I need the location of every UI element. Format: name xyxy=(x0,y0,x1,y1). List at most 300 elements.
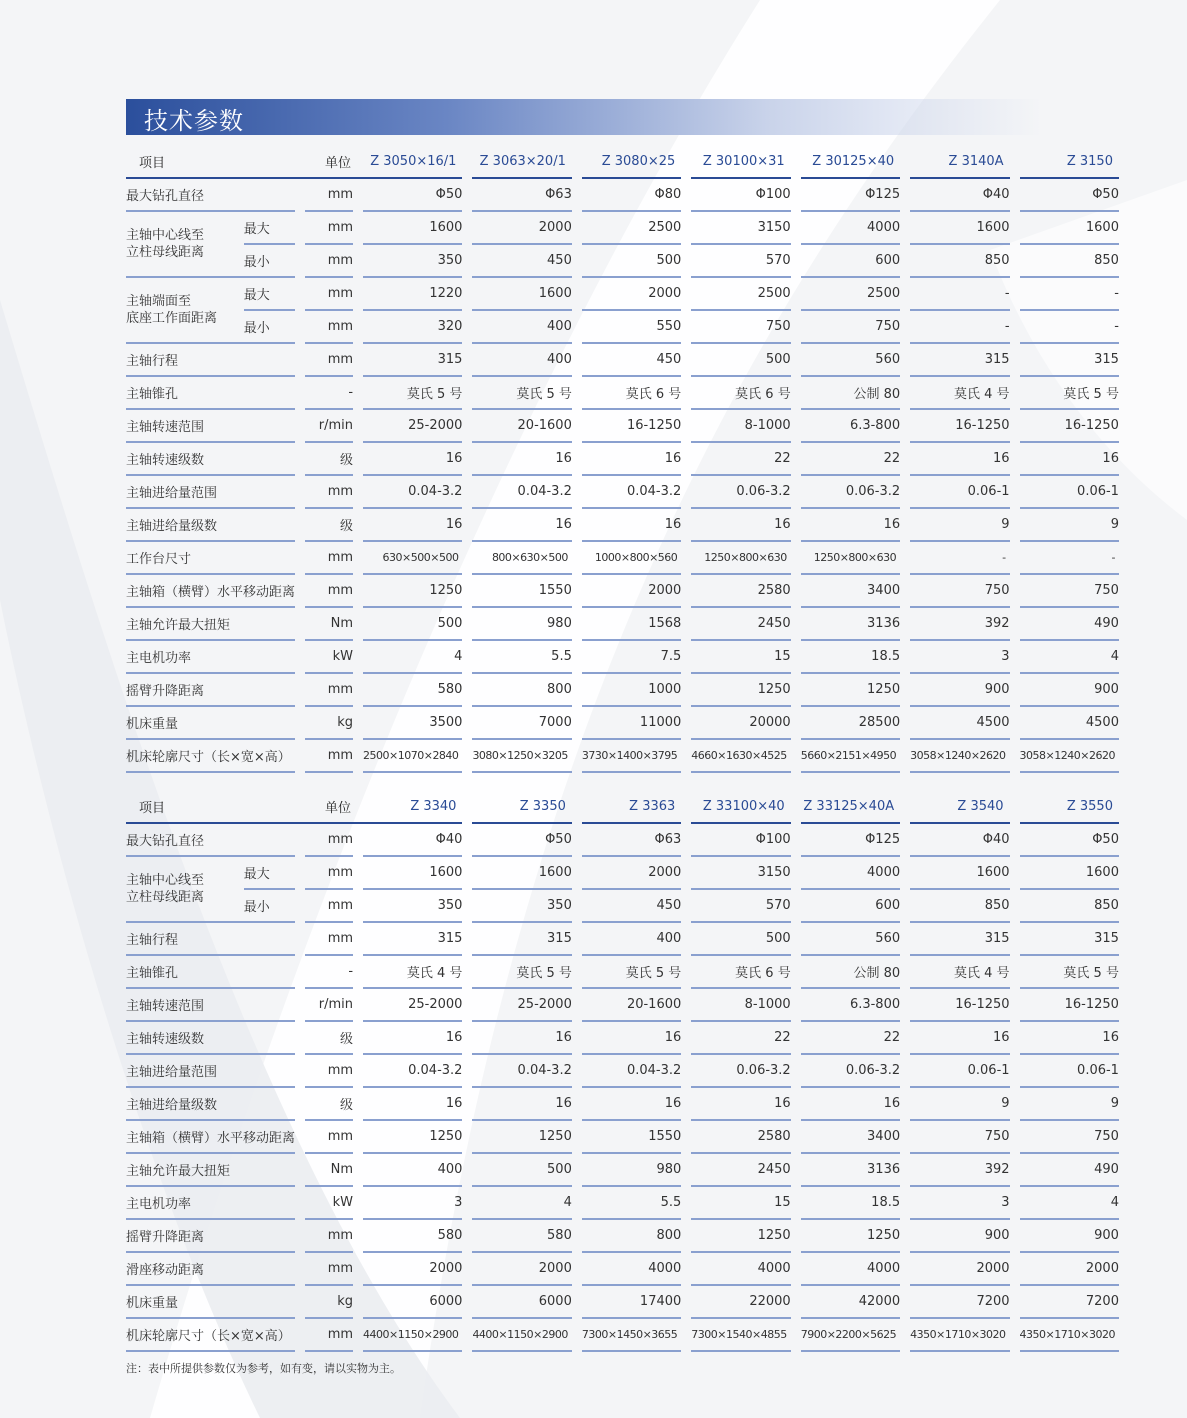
row-unit: r/min xyxy=(305,989,353,1022)
table-row xyxy=(126,179,1119,212)
spec-value: 16-1250 xyxy=(910,410,1009,443)
row-unit: mm xyxy=(305,542,353,575)
row-unit: kW xyxy=(305,1187,353,1220)
spec-value: 392 xyxy=(910,1154,1009,1187)
spec-value: 400 xyxy=(363,1154,462,1187)
spec-value: 5.5 xyxy=(472,641,571,674)
spec-value: 7300×1540×4855 xyxy=(691,1319,790,1352)
spec-value: 1600 xyxy=(363,857,462,890)
row-label: 机床轮廓尺寸（长×宽×高） xyxy=(126,1319,295,1352)
spec-value: 0.04-3.2 xyxy=(472,476,571,509)
spec-value: 1250 xyxy=(691,674,790,707)
spec-value: 7300×1450×3655 xyxy=(582,1319,681,1352)
row-unit: mm xyxy=(305,212,353,245)
spec-value: 20000 xyxy=(691,707,790,740)
spec-value: 320 xyxy=(363,311,462,344)
table-row xyxy=(126,1286,1119,1319)
spec-value: 16 xyxy=(801,1088,900,1121)
spec-value: 2000 xyxy=(582,857,681,890)
spec-value: 560 xyxy=(801,923,900,956)
spec-value: 16 xyxy=(363,509,462,542)
spec-value: 20-1600 xyxy=(582,989,681,1022)
spec-value: 4 xyxy=(363,641,462,674)
row-label: 最大钻孔直径 xyxy=(126,179,295,212)
spec-value: 3136 xyxy=(801,1154,900,1187)
model-header: Z 3050×16/1 xyxy=(363,146,462,179)
spec-value: 16 xyxy=(1020,1022,1119,1055)
row-unit: mm xyxy=(305,179,353,212)
spec-value: 1600 xyxy=(363,212,462,245)
row-unit: mm xyxy=(305,344,353,377)
spec-value: 16 xyxy=(472,509,571,542)
row-label: 主轴进给量级数 xyxy=(126,509,295,542)
spec-value: 560 xyxy=(801,344,900,377)
row-unit: mm xyxy=(305,857,353,890)
spec-value: 莫氏 5 号 xyxy=(472,377,571,410)
spec-value: 莫氏 4 号 xyxy=(363,956,462,989)
spec-value: 0.04-3.2 xyxy=(363,476,462,509)
spec-value: 16 xyxy=(1020,443,1119,476)
spec-value: 1250 xyxy=(801,1220,900,1253)
spec-value: 4000 xyxy=(801,212,900,245)
spec-value: 3 xyxy=(910,1187,1009,1220)
spec-value: 1250 xyxy=(691,1220,790,1253)
spec-value: 0.06-3.2 xyxy=(801,1055,900,1088)
spec-value: 0.06-1 xyxy=(1020,1055,1119,1088)
spec-value: 7200 xyxy=(1020,1286,1119,1319)
row-label: 工作台尺寸 xyxy=(126,542,295,575)
spec-value: 16-1250 xyxy=(910,989,1009,1022)
spec-value: 6.3-800 xyxy=(801,989,900,1022)
spec-value: 16 xyxy=(582,509,681,542)
spec-value: 315 xyxy=(1020,344,1119,377)
row-unit: mm xyxy=(305,674,353,707)
spec-value: 315 xyxy=(472,923,571,956)
row-label: 主电机功率 xyxy=(126,641,295,674)
table-row xyxy=(126,707,1119,740)
spec-value: 2000 xyxy=(472,1253,571,1286)
row-unit: kW xyxy=(305,641,353,674)
spec-value: 莫氏 6 号 xyxy=(582,377,681,410)
spec-value: 750 xyxy=(1020,575,1119,608)
spec-value: 1250 xyxy=(801,674,900,707)
table-row xyxy=(126,575,1119,608)
spec-value: 450 xyxy=(582,344,681,377)
spec-value: 500 xyxy=(582,245,681,278)
model-header: Z 3150 xyxy=(1020,146,1119,179)
spec-value: 4 xyxy=(1020,641,1119,674)
spec-value: 28500 xyxy=(801,707,900,740)
spec-value: 2580 xyxy=(691,575,790,608)
table-row xyxy=(126,956,1119,989)
spec-value: 315 xyxy=(1020,923,1119,956)
spec-value: 4000 xyxy=(691,1253,790,1286)
spec-value: - xyxy=(910,278,1009,311)
row-unit: mm xyxy=(305,824,353,857)
spec-value: - xyxy=(910,542,1009,575)
model-header: Z 3350 xyxy=(472,791,571,824)
group-label-line: 立柱母线距离 xyxy=(126,890,205,905)
spec-value: 16 xyxy=(691,509,790,542)
spec-value: 315 xyxy=(363,923,462,956)
table-row xyxy=(126,989,1119,1022)
spec-value: 4350×1710×3020 xyxy=(1020,1319,1119,1352)
row-sub-label: 最大 xyxy=(244,212,295,245)
spec-value: 3080×1250×3205 xyxy=(472,740,571,773)
spec-value: 16-1250 xyxy=(1020,410,1119,443)
model-header: Z 3340 xyxy=(363,791,462,824)
row-label: 主轴转速范围 xyxy=(126,410,295,443)
row-sub-label: 最小 xyxy=(244,890,295,923)
spec-value: 500 xyxy=(472,1154,571,1187)
row-group-label xyxy=(126,278,244,344)
spec-value: 1250 xyxy=(363,1121,462,1154)
spec-value: Φ125 xyxy=(801,824,900,857)
row-label: 主轴进给量级数 xyxy=(126,1088,295,1121)
table-row xyxy=(126,311,1119,344)
spec-value: 25-2000 xyxy=(363,989,462,1022)
spec-value: 1600 xyxy=(472,857,571,890)
spec-value: Φ40 xyxy=(363,824,462,857)
spec-value: Φ100 xyxy=(691,179,790,212)
spec-value: 2500 xyxy=(801,278,900,311)
model-header: Z 3063×20/1 xyxy=(472,146,571,179)
group-label-line: 主轴中心线至 xyxy=(126,228,205,243)
spec-value: 9 xyxy=(1020,509,1119,542)
spec-value: 5.5 xyxy=(582,1187,681,1220)
spec-value: 3150 xyxy=(691,857,790,890)
spec-value: Φ100 xyxy=(691,824,790,857)
spec-value: 450 xyxy=(472,245,571,278)
spec-value: 16 xyxy=(582,1022,681,1055)
spec-value: 1600 xyxy=(1020,212,1119,245)
spec-value: 850 xyxy=(910,890,1009,923)
spec-value: 16 xyxy=(472,1088,571,1121)
spec-value: 350 xyxy=(363,245,462,278)
spec-value: 2000 xyxy=(910,1253,1009,1286)
table-row xyxy=(126,410,1119,443)
spec-value: 1568 xyxy=(582,608,681,641)
row-unit: 级 xyxy=(305,509,353,542)
table-row xyxy=(126,245,1119,278)
spec-table-2 xyxy=(126,791,1119,1352)
spec-value: 18.5 xyxy=(801,641,900,674)
row-unit: mm xyxy=(305,311,353,344)
table-row xyxy=(126,890,1119,923)
spec-value: Φ50 xyxy=(472,824,571,857)
table-row xyxy=(126,1022,1119,1055)
spec-value: 1550 xyxy=(582,1121,681,1154)
spec-value: 16-1250 xyxy=(582,410,681,443)
spec-value: 4 xyxy=(472,1187,571,1220)
spec-value: 2580 xyxy=(691,1121,790,1154)
group-label-line: 立柱母线距离 xyxy=(126,245,205,260)
spec-value: 16 xyxy=(582,443,681,476)
row-unit: mm xyxy=(305,923,353,956)
spec-value: 450 xyxy=(582,890,681,923)
row-unit: Nm xyxy=(305,608,353,641)
row-label: 主轴转速范围 xyxy=(126,989,295,1022)
spec-value: 0.04-3.2 xyxy=(582,1055,681,1088)
model-header: Z 33100×40 xyxy=(691,791,790,824)
spec-value: 500 xyxy=(691,344,790,377)
spec-value: 0.06-1 xyxy=(910,1055,1009,1088)
spec-value: 1550 xyxy=(472,575,571,608)
spec-value: 16 xyxy=(582,1088,681,1121)
row-label: 摇臂升降距离 xyxy=(126,1220,295,1253)
spec-value: Φ40 xyxy=(910,824,1009,857)
spec-value: 0.04-3.2 xyxy=(472,1055,571,1088)
row-label: 机床轮廓尺寸（长×宽×高） xyxy=(126,740,295,773)
spec-value: 750 xyxy=(801,311,900,344)
table-row xyxy=(126,824,1119,857)
table-row xyxy=(126,1154,1119,1187)
table-row xyxy=(126,278,1119,311)
spec-value: 25-2000 xyxy=(363,410,462,443)
row-sub-label: 最小 xyxy=(244,311,295,344)
spec-value: 莫氏 5 号 xyxy=(363,377,462,410)
spec-value: 0.06-1 xyxy=(910,476,1009,509)
spec-value: Φ50 xyxy=(363,179,462,212)
spec-value: 7000 xyxy=(472,707,571,740)
row-label: 主轴锥孔 xyxy=(126,956,295,989)
spec-value: 800 xyxy=(472,674,571,707)
spec-value: 16 xyxy=(363,1022,462,1055)
model-header: Z 3540 xyxy=(910,791,1009,824)
spec-value: 750 xyxy=(691,311,790,344)
row-group-label xyxy=(126,212,244,278)
spec-value: 3 xyxy=(910,641,1009,674)
spec-value: 980 xyxy=(472,608,571,641)
spec-value: 750 xyxy=(910,575,1009,608)
spec-value: 22 xyxy=(691,443,790,476)
spec-value: 0.06-3.2 xyxy=(801,476,900,509)
model-header: Z 3363 xyxy=(582,791,681,824)
spec-value: 22000 xyxy=(691,1286,790,1319)
spec-value: 900 xyxy=(1020,1220,1119,1253)
row-label: 主轴行程 xyxy=(126,344,295,377)
header-unit: 单位 xyxy=(305,791,353,824)
spec-value: 1600 xyxy=(1020,857,1119,890)
spec-value: 1600 xyxy=(910,212,1009,245)
spec-value: 400 xyxy=(582,923,681,956)
spec-value: Φ40 xyxy=(910,179,1009,212)
spec-value: 4350×1710×3020 xyxy=(910,1319,1009,1352)
row-label: 主轴转速级数 xyxy=(126,1022,295,1055)
table-row xyxy=(126,1253,1119,1286)
spec-value: Φ125 xyxy=(801,179,900,212)
spec-value: 17400 xyxy=(582,1286,681,1319)
spec-value: 315 xyxy=(910,923,1009,956)
spec-value: 900 xyxy=(910,1220,1009,1253)
spec-value: 公制 80 xyxy=(801,377,900,410)
model-header: Z 3080×25 xyxy=(582,146,681,179)
spec-value: 3730×1400×3795 xyxy=(582,740,681,773)
spec-value: 800 xyxy=(582,1220,681,1253)
spec-value: - xyxy=(1020,278,1119,311)
spec-value: 16 xyxy=(910,1022,1009,1055)
spec-value: 4000 xyxy=(801,857,900,890)
group-label-line: 底座工作面距离 xyxy=(126,311,218,326)
row-label: 主轴允许最大扭矩 xyxy=(126,608,295,641)
row-unit: - xyxy=(305,956,353,989)
spec-value: 9 xyxy=(910,509,1009,542)
row-label: 主轴行程 xyxy=(126,923,295,956)
spec-value: 1250×800×630 xyxy=(801,542,900,575)
row-label: 主轴箱（横臂）水平移动距离 xyxy=(126,1121,295,1154)
spec-value: 400 xyxy=(472,344,571,377)
table-row xyxy=(126,740,1119,773)
section-title-bar xyxy=(126,99,1042,135)
table-row xyxy=(126,344,1119,377)
spec-value: 570 xyxy=(691,245,790,278)
spec-value: 16 xyxy=(472,1022,571,1055)
row-unit: kg xyxy=(305,1286,353,1319)
spec-value: 630×500×500 xyxy=(363,542,462,575)
spec-value: 400 xyxy=(472,311,571,344)
table-row xyxy=(126,1187,1119,1220)
spec-value: 392 xyxy=(910,608,1009,641)
spec-value: 16 xyxy=(472,443,571,476)
row-unit: mm xyxy=(305,575,353,608)
spec-value: 公制 80 xyxy=(801,956,900,989)
table-row xyxy=(126,1319,1119,1352)
spec-value: 550 xyxy=(582,311,681,344)
spec-value: 900 xyxy=(910,674,1009,707)
spec-value: 3400 xyxy=(801,1121,900,1154)
spec-value: 580 xyxy=(363,674,462,707)
spec-value: Φ80 xyxy=(582,179,681,212)
spec-value: 1250 xyxy=(363,575,462,608)
spec-value: 3400 xyxy=(801,575,900,608)
row-unit: mm xyxy=(305,476,353,509)
spec-value: 2000 xyxy=(582,575,681,608)
spec-value: 16-1250 xyxy=(1020,989,1119,1022)
spec-value: 22 xyxy=(801,1022,900,1055)
row-label: 机床重量 xyxy=(126,707,295,740)
spec-value: 2500×1070×2840 xyxy=(363,740,462,773)
spec-value: 2500 xyxy=(691,278,790,311)
table-row xyxy=(126,1055,1119,1088)
row-label: 机床重量 xyxy=(126,1286,295,1319)
spec-value: 莫氏 4 号 xyxy=(910,377,1009,410)
spec-value: 2000 xyxy=(582,278,681,311)
spec-value: 20-1600 xyxy=(472,410,571,443)
table-row xyxy=(126,443,1119,476)
spec-value: 2000 xyxy=(363,1253,462,1286)
model-header: Z 30100×31 xyxy=(691,146,790,179)
model-header: Z 3550 xyxy=(1020,791,1119,824)
spec-value: 25-2000 xyxy=(472,989,571,1022)
spec-value: 850 xyxy=(910,245,1009,278)
group-label-line: 主轴端面至 xyxy=(126,294,192,309)
spec-value: 莫氏 5 号 xyxy=(582,956,681,989)
spec-value: 4000 xyxy=(801,1253,900,1286)
model-header: Z 3140A xyxy=(910,146,1009,179)
row-group-label xyxy=(126,857,244,923)
spec-value: 7200 xyxy=(910,1286,1009,1319)
row-label: 最大钻孔直径 xyxy=(126,824,295,857)
row-label: 滑座移动距离 xyxy=(126,1253,295,1286)
spec-value: 3500 xyxy=(363,707,462,740)
spec-value: 22 xyxy=(691,1022,790,1055)
spec-value: 850 xyxy=(1020,245,1119,278)
spec-value: 8-1000 xyxy=(691,989,790,1022)
spec-value: Φ63 xyxy=(582,824,681,857)
spec-value: 1220 xyxy=(363,278,462,311)
spec-value: 4400×1150×2900 xyxy=(363,1319,462,1352)
spec-value: 18.5 xyxy=(801,1187,900,1220)
row-label: 主轴转速级数 xyxy=(126,443,295,476)
row-unit: kg xyxy=(305,707,353,740)
spec-value: 750 xyxy=(1020,1121,1119,1154)
spec-value: 4400×1150×2900 xyxy=(472,1319,571,1352)
table-row xyxy=(126,1220,1119,1253)
spec-value: 2500 xyxy=(582,212,681,245)
spec-value: 0.06-1 xyxy=(1020,476,1119,509)
spec-value: 3058×1240×2620 xyxy=(1020,740,1119,773)
spec-value: - xyxy=(1020,542,1119,575)
spec-value: 9 xyxy=(910,1088,1009,1121)
spec-value: 莫氏 5 号 xyxy=(1020,377,1119,410)
spec-value: 22 xyxy=(801,443,900,476)
row-sub-label: 最小 xyxy=(244,245,295,278)
footnote: 注：表中所提供参数仅为参考，如有变，请以实物为主。 xyxy=(126,1362,401,1375)
row-unit: 级 xyxy=(305,1022,353,1055)
spec-value: 9 xyxy=(1020,1088,1119,1121)
spec-value: 7900×2200×5625 xyxy=(801,1319,900,1352)
table-row xyxy=(126,542,1119,575)
model-header: Z 30125×40 xyxy=(801,146,900,179)
table-row xyxy=(126,377,1119,410)
table-row xyxy=(126,857,1119,890)
row-unit: mm xyxy=(305,1319,353,1352)
spec-value: 580 xyxy=(363,1220,462,1253)
row-unit: Nm xyxy=(305,1154,353,1187)
spec-value: 500 xyxy=(691,923,790,956)
spec-value: 6.3-800 xyxy=(801,410,900,443)
spec-value: 15 xyxy=(691,641,790,674)
group-label-line: 主轴中心线至 xyxy=(126,873,205,888)
spec-value: 4 xyxy=(1020,1187,1119,1220)
spec-value: 16 xyxy=(363,443,462,476)
row-unit: mm xyxy=(305,245,353,278)
row-label: 摇臂升降距离 xyxy=(126,674,295,707)
row-unit: mm xyxy=(305,740,353,773)
spec-value: 3 xyxy=(363,1187,462,1220)
spec-value: 1600 xyxy=(910,857,1009,890)
row-label: 主轴锥孔 xyxy=(126,377,295,410)
spec-value: 16 xyxy=(910,443,1009,476)
spec-value: 580 xyxy=(472,1220,571,1253)
spec-value: Φ50 xyxy=(1020,179,1119,212)
spec-value: 16 xyxy=(801,509,900,542)
spec-value: 350 xyxy=(363,890,462,923)
table-row xyxy=(126,641,1119,674)
spec-value: 4500 xyxy=(1020,707,1119,740)
row-unit: 级 xyxy=(305,1088,353,1121)
table-row xyxy=(126,1121,1119,1154)
spec-value: 0.06-3.2 xyxy=(691,476,790,509)
spec-value: 8-1000 xyxy=(691,410,790,443)
row-sub-label: 最大 xyxy=(244,857,295,890)
spec-value: 2450 xyxy=(691,1154,790,1187)
spec-value: - xyxy=(910,311,1009,344)
header-item: 项目 xyxy=(126,146,295,179)
spec-value: 500 xyxy=(363,608,462,641)
table-row xyxy=(126,476,1119,509)
row-unit: mm xyxy=(305,1121,353,1154)
